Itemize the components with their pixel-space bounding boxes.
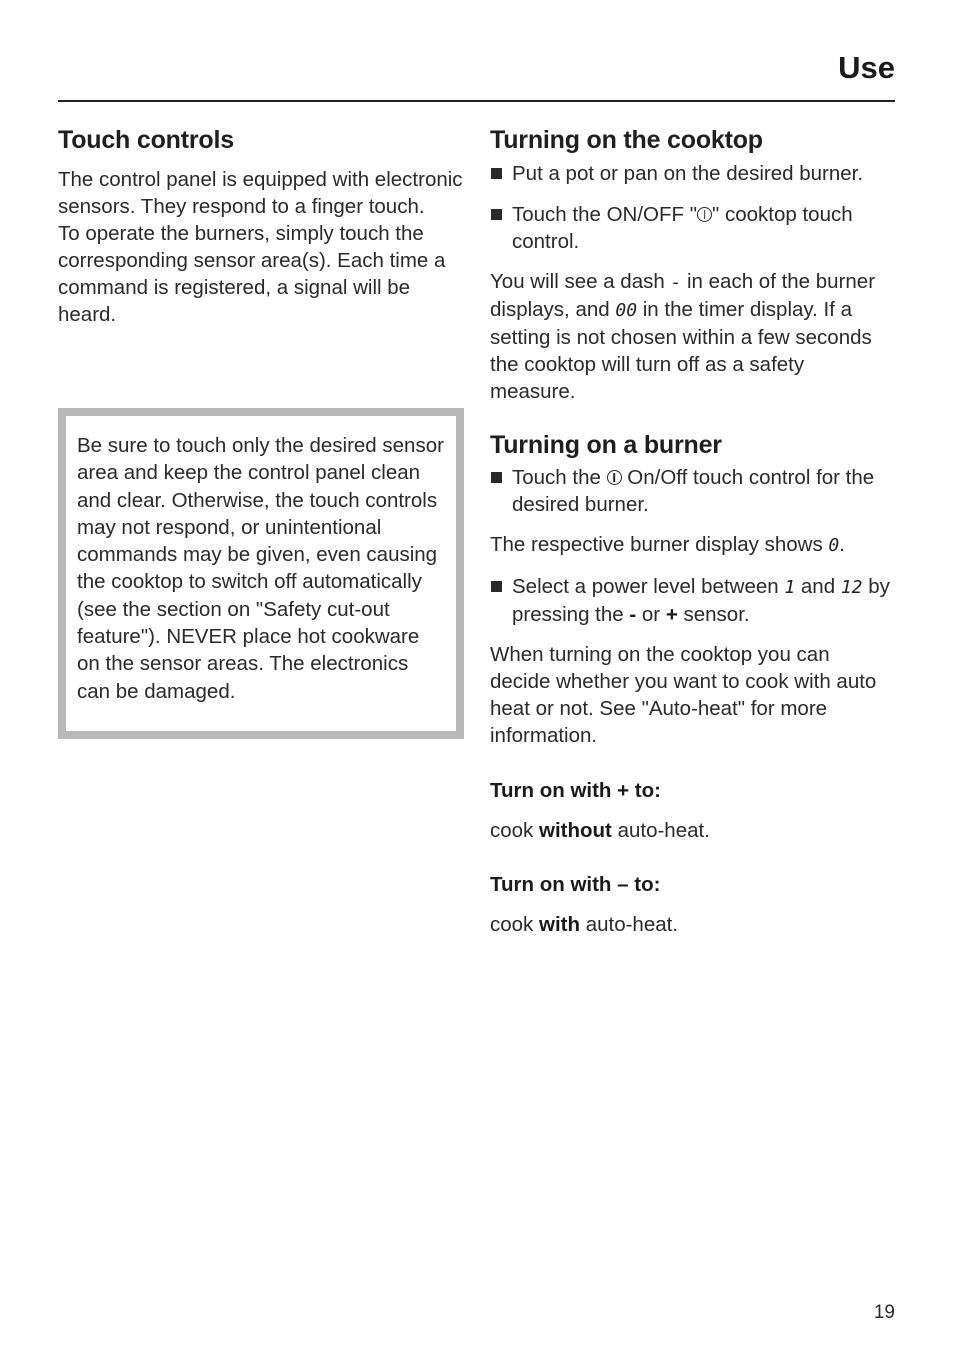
- burner-bullet-2-post: sensor.: [677, 603, 750, 626]
- touch-controls-para-2: To operate the burners, simply touch the corresponding sensor area(s). Each time a command is registered, a signal will be heard.: [58, 221, 446, 326]
- cooktop-bullet-2-pre: Touch the ON/OFF ": [512, 202, 698, 226]
- bullet-square-icon: [491, 472, 502, 483]
- plus-text: [490, 817, 895, 844]
- dash-para-post: in the timer display. If a setting is not chosen within a few seconds the cooktop will turn off as a safety measure.: [490, 297, 872, 403]
- dash-symbol: -: [670, 271, 682, 293]
- cooktop-bullet-1-text: Put a pot or pan on the desired burner.: [512, 161, 864, 185]
- burner-bullet-2-mid: and: [795, 575, 841, 598]
- bullet-square-icon: [491, 168, 502, 179]
- burner-bullet-2: [490, 573, 895, 628]
- page-number: 19: [873, 1302, 895, 1323]
- display-zero-symbol: 0: [828, 535, 840, 556]
- burner-bullet-2-mid2: by pressing the: [512, 575, 890, 626]
- cooktop-bullet-2-post: " cooktop touch control.: [512, 202, 853, 253]
- dash-para-pre: You will see a dash: [490, 269, 671, 293]
- display-pre: The respective burner display shows: [490, 533, 829, 556]
- timer-symbol: 00: [615, 299, 638, 321]
- level-max-symbol: 12: [840, 577, 863, 598]
- cooktop-bullet-1: [490, 160, 895, 187]
- bullet-square-icon: [491, 581, 502, 592]
- burner-bullet-1: [490, 464, 895, 518]
- touch-controls-title: Touch controls: [58, 126, 234, 154]
- bullet-square-icon: [491, 209, 502, 220]
- burner-bullet-2-pre: Select a power level between: [512, 575, 785, 598]
- minus-pre: cook: [490, 913, 539, 936]
- minus-post: auto-heat.: [580, 913, 679, 936]
- level-min-symbol: 1: [784, 577, 796, 598]
- cooktop-bullet-2: [490, 201, 895, 255]
- turning-on-cooktop-title: Turning on the cooktop: [490, 126, 763, 154]
- plus-pre: cook: [490, 819, 539, 842]
- plus-heading: Turn on with + to:: [490, 779, 661, 802]
- header-rule: [58, 100, 895, 102]
- section-title: Use: [838, 50, 895, 85]
- warning-box: [58, 408, 464, 739]
- burner-display-para: [490, 531, 895, 559]
- dash-para-mid: in each of the burner displays, and: [490, 269, 876, 321]
- touch-controls-para-1: The control panel is equipped with electronic sensors. They respond to a finger touch.: [58, 167, 463, 218]
- burner-bullet-2-or: or: [636, 603, 666, 626]
- plus-post: auto-heat.: [611, 819, 710, 842]
- burner-bullet-1-post: On/Off touch control for the desired burner.: [512, 466, 875, 516]
- plus-bold: without: [539, 819, 612, 842]
- burner-bullet-1-pre: Touch the: [512, 466, 607, 489]
- plus-symbol: +: [665, 603, 678, 626]
- minus-symbol: -: [629, 603, 637, 626]
- power-icon: [607, 470, 622, 485]
- minus-heading: Turn on with – to:: [490, 873, 661, 896]
- touch-controls-section: [58, 122, 464, 328]
- cooktop-dash-para: [490, 268, 895, 405]
- turning-on-burner-title: Turning on a burner: [490, 430, 722, 459]
- power-icon: [697, 207, 712, 222]
- auto-heat-para: When turning on the cooktop you can decide whether you want to cook with auto heat or not. See "Auto-heat" for more information.: [490, 643, 877, 747]
- turning-on-section: [490, 122, 895, 938]
- minus-text: [490, 911, 895, 938]
- minus-bold: with: [539, 913, 580, 936]
- warning-text: Be sure to touch only the desired sensor area and keep the control panel clean and clear. Otherwise, the touch controls may not respond, or unintentional commands may be given, even causing the cooktop to switch off automatically (see the section on "Safety cut-out feature"). NEVER place hot cookware on the sensor areas. The electronics can be damaged.: [77, 434, 444, 703]
- display-post: .: [839, 533, 845, 556]
